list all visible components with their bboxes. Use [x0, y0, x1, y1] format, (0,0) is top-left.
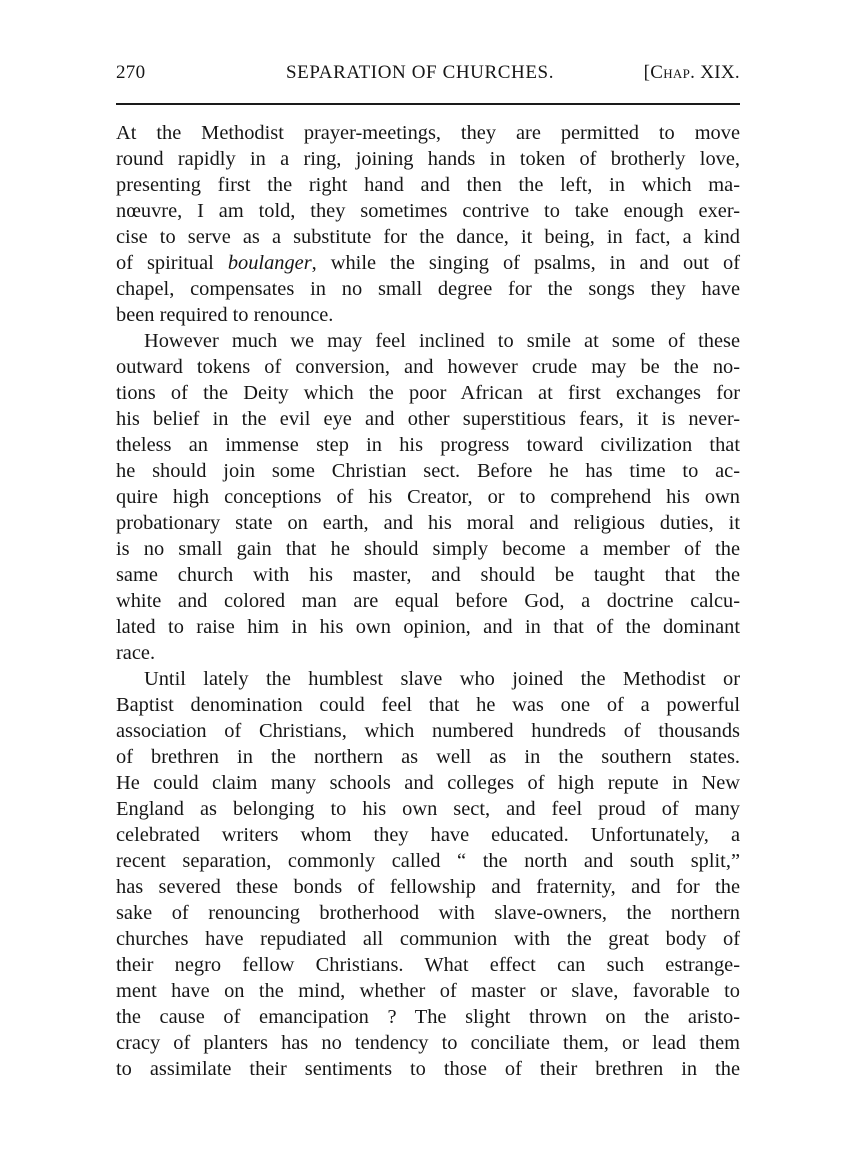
text-line: association of Christians, which numbered hundreds of thousands — [116, 720, 740, 742]
text-line: nœuvre, I am told, they sometimes contrive to take enough exer- — [116, 200, 740, 222]
text-line: white and colored man are equal before God, a doctrine calcu- — [116, 590, 740, 612]
text-line: is no small gain that he should simply become a member of the — [116, 538, 740, 560]
text-line: However much we may feel inclined to smile at some of these — [144, 330, 740, 352]
text-line: celebrated writers whom they have educated. Unfortunately, a — [116, 824, 740, 846]
text-line: churches have repudiated all communion with the great body of — [116, 928, 740, 950]
body-text — [116, 120, 740, 1082]
text-line: their negro fellow Christians. What effect can such estrange- — [116, 954, 740, 976]
running-title: SEPARATION OF CHURCHES. — [286, 62, 555, 83]
text-line: Baptist denomination could feel that he was one of a powerful — [116, 694, 740, 716]
text-line: same church with his master, and should be taught that the — [116, 564, 740, 586]
text-line: theless an immense step in his progress toward civilization that — [116, 434, 740, 456]
text-line: lated to raise him in his own opinion, and in that of the dominant — [116, 616, 740, 638]
text-line: to assimilate their sentiments to those of their brethren in the — [116, 1058, 740, 1080]
text-line: tions of the Deity which the poor African at first exchanges for — [116, 382, 740, 404]
header-rule — [116, 103, 740, 105]
chapter-reference — [644, 62, 740, 84]
text-line: At the Methodist prayer-meetings, they are permitted to move — [116, 122, 740, 144]
text-line: presenting first the right hand and then the left, in which ma- — [116, 174, 740, 196]
text-line: race. — [116, 642, 156, 664]
text-line: Until lately the humblest slave who joined the Methodist or — [144, 668, 740, 690]
text-line: his belief in the evil eye and other superstitious fears, it is never- — [116, 408, 740, 430]
text-line: cracy of planters has no tendency to conciliate them, or lead them — [116, 1032, 740, 1054]
text-line: has severed these bonds of fellowship and fraternity, and for the — [116, 876, 740, 898]
text-line: He could claim many schools and colleges of high repute in New — [116, 772, 740, 794]
text-line: chapel, compensates in no small degree for the songs they have — [116, 278, 740, 300]
text-line: of brethren in the northern as well as in the southern states. — [116, 746, 740, 768]
text-segment: of spiritual — [116, 252, 228, 274]
text-line: England as belonging to his own sect, and feel proud of many — [116, 798, 740, 820]
paragraph — [116, 120, 740, 328]
chapter-word: Chap. — [650, 62, 696, 83]
chapter-bracket: [ — [643, 62, 651, 83]
chapter-number: XIX. — [700, 62, 740, 83]
text-line: the cause of emancipation ? The slight thrown on the aristo- — [116, 1006, 740, 1028]
text-line: sake of renouncing brotherhood with slave-owners, the northern — [116, 902, 740, 924]
text-segment: , while the singing of psalms, in and out of — [311, 252, 740, 274]
page-header — [116, 62, 740, 88]
paragraph — [116, 666, 740, 1082]
text-line: quire high conceptions of his Creator, or to comprehend his own — [116, 486, 740, 508]
text-line: outward tokens of conversion, and however crude may be the no- — [116, 356, 740, 378]
text-line: cise to serve as a substitute for the dance, it being, in fact, a kind — [116, 226, 740, 248]
text-line — [116, 250, 740, 276]
text-line: probationary state on earth, and his moral and religious duties, it — [116, 512, 740, 534]
text-line: ment have on the mind, whether of master or slave, favorable to — [116, 980, 740, 1002]
italic-word: boulanger — [227, 252, 312, 274]
text-line: recent separation, commonly called “ the north and south split,” — [116, 850, 740, 872]
text-line: he should join some Christian sect. Before he has time to ac- — [116, 460, 740, 482]
text-line: round rapidly in a ring, joining hands in token of brotherly love, — [116, 148, 740, 170]
text-line: been required to renounce. — [116, 304, 334, 326]
page-number: 270 — [116, 62, 146, 83]
paragraph — [116, 328, 740, 666]
